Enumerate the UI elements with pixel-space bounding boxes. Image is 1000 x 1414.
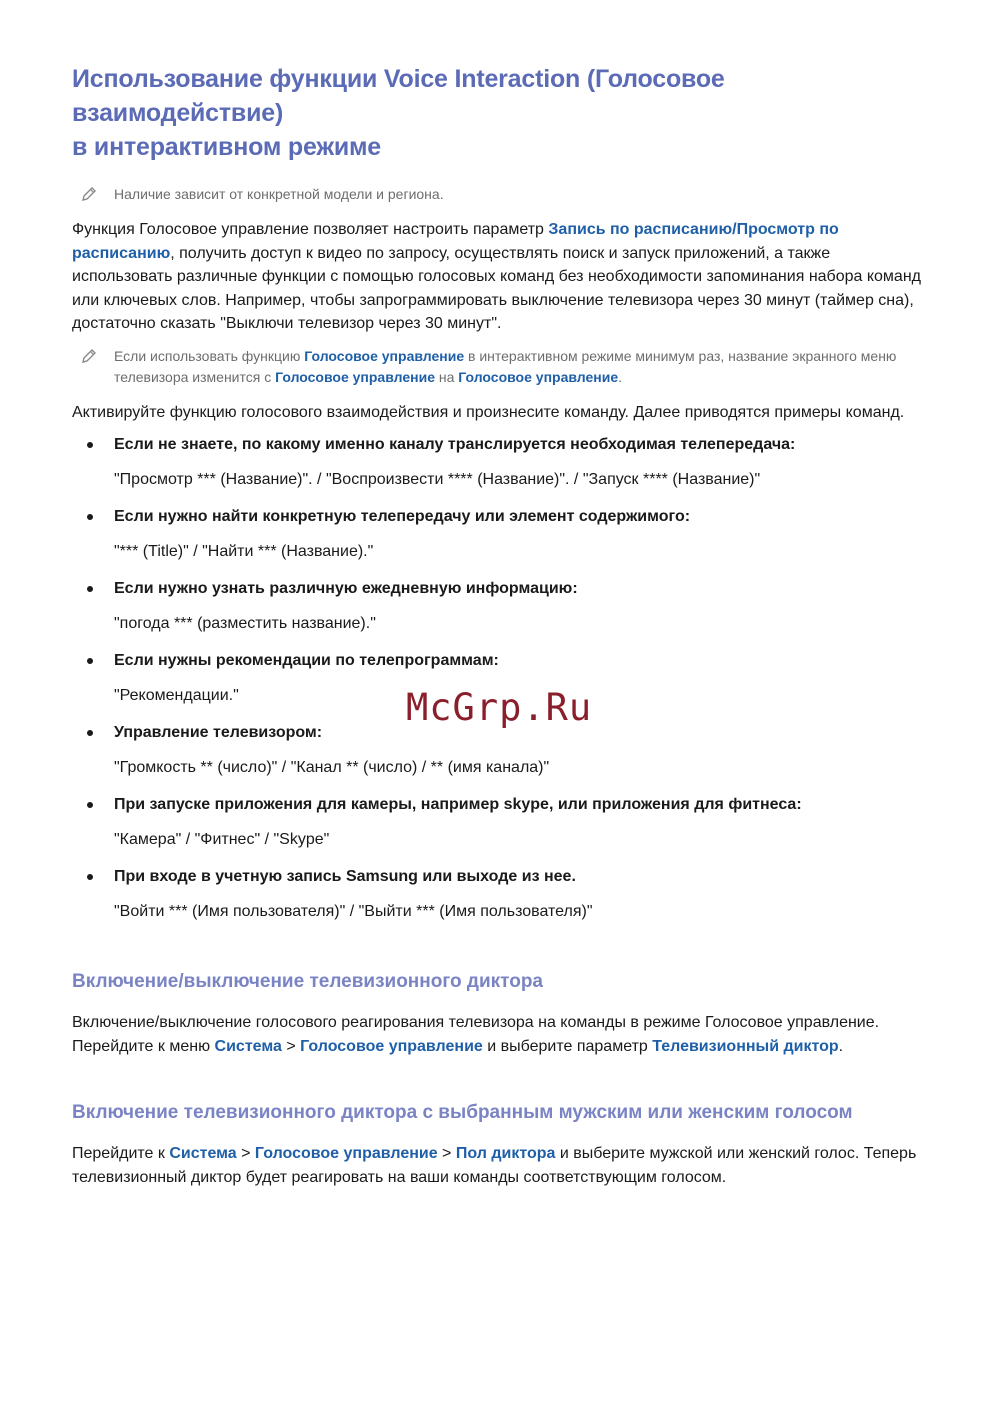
- command-example: "Рекомендации.": [114, 687, 239, 704]
- bullet-icon: [87, 874, 93, 880]
- page-title-line2: в интерактивном режиме: [72, 133, 382, 161]
- menu-name-note: [72, 346, 932, 388]
- page-title-line1: Использование функции Voice Interaction (Голосовое взаимодействие): [72, 65, 725, 127]
- command-title: Если нужны рекомендации по телепрограммам:: [114, 652, 499, 669]
- link-schedule-record[interactable]: Запись по расписанию: [548, 221, 733, 238]
- watermark: McGrp.Ru: [406, 686, 593, 729]
- activate-paragraph: Активируйте функцию голосового взаимодействия и произнесите команду. Далее приводятся примеры команд.: [72, 403, 905, 421]
- section2-text-1: Перейдите к: [72, 1145, 170, 1162]
- section2-text-2: и выберите мужской или женский голос. Теперь телевизионный диктор будет реагировать на ваши команды соответствующим голосом.: [72, 1145, 917, 1186]
- section2-sep-1: >: [236, 1145, 255, 1162]
- section-title-voice-gender: Включение телевизионного диктора с выбранным мужским или женским голосом: [72, 1102, 853, 1123]
- command-example: "Войти *** (Имя пользователя)" / "Выйти *** (Имя пользователя)": [114, 903, 593, 920]
- section1-paragraph: [72, 1011, 932, 1058]
- link-voice-control[interactable]: Голосовое управление: [254, 1145, 438, 1162]
- command-example: "погода *** (разместить название).": [114, 615, 376, 632]
- page-title: [72, 62, 932, 164]
- bullet-icon: [87, 442, 93, 448]
- link-voice-control-3[interactable]: Голосовое управление: [458, 368, 619, 385]
- bullet-icon: [87, 514, 93, 520]
- command-title: Управление телевизором:: [114, 724, 323, 741]
- section1-text-1: Включение/выключение голосового реагирования телевизора на команды в режиме Голосовое управление. Перейдите к меню: [72, 1014, 880, 1055]
- list-item: [72, 506, 932, 563]
- pencil-icon: [80, 347, 98, 365]
- link-system[interactable]: Система: [214, 1037, 282, 1055]
- intro-text-1: Функция Голосовое управление позволяет настроить параметр: [72, 221, 549, 238]
- link-voice-control-2[interactable]: Голосовое управление: [275, 368, 435, 385]
- link-voice-control-1[interactable]: Голосовое управление: [304, 347, 465, 364]
- command-title: Если нужно найти конкретную телепередачу или элемент содержимого:: [114, 508, 691, 525]
- section1-sep: >: [281, 1037, 301, 1055]
- section1-text-2: и выберите параметр: [482, 1037, 653, 1055]
- availability-note: [72, 184, 932, 205]
- command-title: Если нужно узнать различную ежедневную информацию:: [114, 580, 578, 597]
- document-page: [72, 62, 932, 1189]
- command-example: "*** (Title)" / "Найти *** (Название).": [114, 543, 374, 560]
- command-title: При входе в учетную запись Samsung или выходе из нее.: [114, 868, 576, 885]
- command-title: Если не знаете, по какому именно каналу транслируется необходимая телепередача:: [114, 436, 796, 453]
- link-schedule-view[interactable]: Просмотр по расписанию: [72, 221, 839, 262]
- intro-slash: /: [732, 221, 737, 238]
- link-tv-narrator[interactable]: Телевизионный диктор: [652, 1037, 839, 1055]
- note2-text-4: .: [618, 368, 623, 385]
- note2-text-1: Если использовать функцию: [114, 347, 305, 364]
- note2-text-3: на: [434, 368, 459, 385]
- command-example: "Камера" / "Фитнес" / "Skype": [114, 831, 330, 848]
- note2-text-2: в интерактивном режиме минимум раз, название экранного меню телевизора изменится с: [114, 347, 897, 385]
- list-item: [72, 434, 932, 491]
- bullet-icon: [87, 586, 93, 592]
- section2-paragraph: [72, 1142, 932, 1189]
- intro-text-2: , получить доступ к видео по запросу, осуществлять поиск и запуск приложений, а также использовать различные функции с помощью голосовых команд без необходимости запоминания набора команд или ключевых слов. Например, чтобы запрограммировать выключение телевизора через 30 минут (таймер сна), достаточно сказать "Выключи телевизор через 30 минут".: [72, 244, 921, 332]
- intro-paragraph: [72, 218, 932, 336]
- bullet-icon: [87, 802, 93, 808]
- availability-note-text: Наличие зависит от конкретной модели и региона.: [114, 186, 444, 202]
- section-title-narrator: Включение/выключение телевизионного диктора: [72, 971, 543, 992]
- bullet-icon: [87, 730, 93, 736]
- section1-text-3: .: [838, 1037, 844, 1055]
- list-item: [72, 722, 932, 779]
- command-example: "Просмотр *** (Название)". / "Воспроизвести **** (Название)". / "Запуск **** (Название)": [114, 471, 761, 488]
- link-system[interactable]: Система: [169, 1145, 237, 1162]
- list-item: [72, 866, 932, 923]
- command-title: При запуске приложения для камеры, например skype, или приложения для фитнеса:: [114, 796, 802, 813]
- bullet-icon: [87, 658, 93, 664]
- section2-sep-2: >: [437, 1145, 456, 1162]
- link-voice-control[interactable]: Голосовое управление: [300, 1037, 483, 1055]
- command-example: "Громкость ** (число)" / "Канал ** (число) / ** (имя канала)": [114, 759, 550, 776]
- command-list: [72, 434, 932, 923]
- list-item: [72, 578, 932, 635]
- list-item: [72, 794, 932, 851]
- link-narrator-gender[interactable]: Пол диктора: [455, 1145, 556, 1162]
- pencil-icon: [80, 185, 98, 203]
